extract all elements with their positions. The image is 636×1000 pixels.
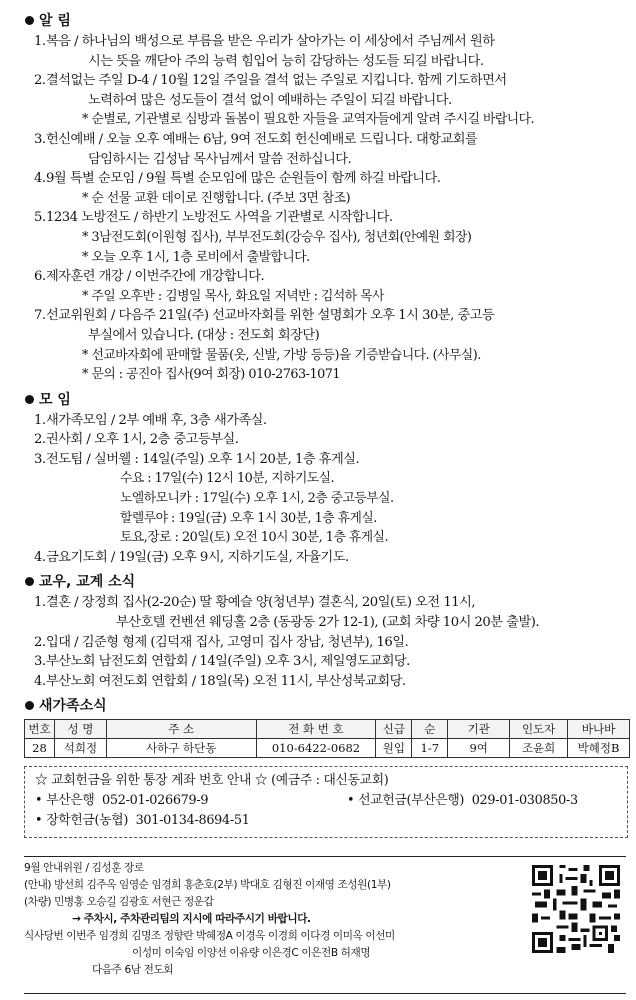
notice-item: 6. 제자훈련 개강 / 이번주간에 개강합니다. <box>34 269 265 285</box>
notice-sub: * 순 선물 교환 데이로 진행합니다. (주보 3면 참조) <box>82 190 351 206</box>
meeting-item: 4. 금요기도회 / 19일(금) 오후 9시, 지하기도실, 자율기도. <box>34 549 349 565</box>
notice-sub: * 오늘 오후 1시, 1층 로비에서 출발합니다. <box>82 249 310 265</box>
parking-notice: → 주차시, 주차관리팀의 지시에 따라주시기 바랍니다. <box>72 913 311 925</box>
meal-duty-cont: 이성미 이숙임 이양선 이유량 이은경C 이은전B 허재명 <box>132 947 371 959</box>
column-header: 전 화 번 호 <box>256 720 376 739</box>
notice-sub: * 문의 : 공진아 집사(9여 회장) 010-2763-1071 <box>82 367 341 383</box>
dot-icon: • <box>35 793 43 809</box>
news-item: 1. 결혼 / 장정희 집사(2-20순) 딸 황예슬 양(청년부) 결혼식, 20일(토) 오전 11시, 부산호텔 컨벤션 웨딩홀 2층 (동광동 2가 12-1), (교회 차량 10시 20분 출발). <box>34 595 540 631</box>
bullet-icon <box>25 701 34 710</box>
notice-heading: 알 림 <box>24 10 622 32</box>
newfamily-heading: 새가족소식 <box>24 695 622 717</box>
qr-code-icon <box>532 865 620 953</box>
usher-head: 9월 안내위원 / 김성훈 장로 <box>24 862 144 874</box>
column-header: 인도자 <box>510 720 568 739</box>
meal-duty: 식사당번 이번주 임경희 김명조 정향란 박혜정A 이경옥 이경희 이다경 이미옥 이선미 <box>24 930 395 942</box>
meeting-heading: 모 임 <box>24 389 622 411</box>
column-header: 주 소 <box>106 720 256 739</box>
notice-sub: * 주일 오후반 : 김병일 목사, 화요일 저녁반 : 김석하 목사 <box>82 288 384 304</box>
table-cell: 28 <box>25 739 55 758</box>
table-cell: 사하구 하단동 <box>106 739 256 758</box>
table-row <box>25 739 630 758</box>
news-item: 2. 입대 / 김준형 형제 (김덕재 집사, 고영미 집사 장남, 청년부), 16일. <box>34 634 409 650</box>
table-cell: 원입 <box>376 739 412 758</box>
column-header: 신급 <box>376 720 412 739</box>
dot-icon: • <box>35 813 43 829</box>
account-title: ☆ 교회헌금을 위한 통장 계좌 번호 안내 ☆ (예금주 : 대신동교회) <box>35 773 389 789</box>
news-heading: 교우, 교계 소식 <box>24 571 622 593</box>
table-cell: 1-7 <box>412 739 448 758</box>
usher-line: (안내) 방선희 김주옥 임영순 임경희 홍춘호(2부) 박대호 김형진 이재영 조성원(1부) <box>24 879 391 891</box>
account-line: • 선교헌금(부산은행) 029-01-030850-3 <box>347 791 578 811</box>
notice-sub: * 순별로, 기관별로 심방과 돌봄이 필요한 자들을 교역자들에게 알려 주시길 바랍니다. <box>82 112 535 128</box>
table-cell: 박혜정B <box>568 739 630 758</box>
account-info-box <box>24 766 628 838</box>
column-header: 성 명 <box>54 720 106 739</box>
notice-item: 4. 9월 특별 순모임 / 9월 특별 순모임에 많은 순원들이 함께 하길 바랍니다. <box>34 171 441 187</box>
news-item: 4. 부산노회 여전도회 연합회 / 18일(목) 오전 11시, 부산성북교회당. <box>34 673 406 689</box>
meeting-item: 2. 권사회 / 오후 1시, 2층 중고등부실. <box>34 432 239 448</box>
column-header: 기관 <box>448 720 510 739</box>
table-cell: 조윤희 <box>510 739 568 758</box>
notice-sub: * 3남전도회(이원형 집사), 부부전도회(강승우 집사), 청년회(안예원 회장) <box>82 229 472 245</box>
table-cell: 9여 <box>448 739 510 758</box>
bullet-icon <box>25 577 34 586</box>
team-schedule: 노엘하모니카 : 17일(수) 오후 1시, 2층 중고등부실. <box>120 491 394 507</box>
meeting-item: 1. 새가족모임 / 2부 예배 후, 3층 새가족실. <box>34 412 267 428</box>
dot-icon: • <box>347 793 355 809</box>
notice-item: 5. 1234 노방전도 / 하반기 노방전도 사역을 기관별로 시작합니다. <box>34 210 393 226</box>
meal-duty-next: 다음주 6남 전도회 <box>92 964 174 976</box>
usher-line: (차량) 민병홍 오승길 김광호 서현근 정운갑 <box>24 896 214 908</box>
notice-item: 3. 헌신예배 / 오늘 오후 예배는 6남, 9여 전도회 헌신예배로 드립니다. 대항교회를 담임하시는 김성남 목사님께서 말씀 전하십니다. <box>34 131 478 167</box>
notice-item: 2. 결석없는 주일 D-4 / 10월 12일 주일을 결석 없는 주일로 지킵니다. 함께 기도하면서 노력하여 많은 성도들이 결석 없이 예배하는 주일이 되길 바랍니다. <box>34 73 507 108</box>
account-line: • 장학헌금(농협) 301-0134-8694-51 <box>35 811 617 831</box>
notice-item: 7. 선교위원회 / 다음주 21일(주) 선교바자회를 위한 설명회가 오후 1시 30분, 중고등 부실에서 있습니다. (대상 : 전도회 회장단) <box>34 308 495 343</box>
team-schedule: 토요,장로 : 20일(토) 오전 10시 30분, 1층 휴게실. <box>120 530 389 546</box>
bullet-icon <box>25 16 34 25</box>
meeting-item: 3. 전도팀 / 실버웰 : 14일(주일) 오후 1시 20분, 1층 휴게실. <box>34 451 360 467</box>
account-line: • 부산은행 052-01-026679-9 <box>35 791 347 811</box>
column-header: 순 <box>412 720 448 739</box>
notice-sub: * 선교바자회에 판매할 물품(옷, 신발, 가방 등등)을 기증받습니다. (사무실). <box>82 347 481 363</box>
bullet-icon <box>25 395 34 404</box>
news-item: 3. 부산노회 남전도회 연합회 / 14일(주일) 오후 3시, 제일영도교회당. <box>34 654 410 670</box>
team-schedule: 수요 : 17일(수) 12시 10분, 지하기도실. <box>120 471 335 487</box>
table-header-row <box>25 720 630 739</box>
column-header: 번호 <box>25 720 55 739</box>
table-cell: 석희정 <box>54 739 106 758</box>
table-cell: 010-6422-0682 <box>256 739 376 758</box>
column-header: 바나바 <box>568 720 630 739</box>
newfamily-table <box>24 719 630 758</box>
usher-info-panel <box>24 856 626 994</box>
team-schedule: 할렐루야 : 19일(금) 오후 1시 30분, 1층 휴게실. <box>120 510 377 526</box>
notice-item: 1. 복음 / 하나님의 백성으로 부름을 받은 우리가 살아가는 이 세상에서 주님께서 원하 시는 뜻을 깨닫아 주의 능력 힘입어 능히 감당하는 성도들 되길 바랍니다. <box>34 34 495 69</box>
